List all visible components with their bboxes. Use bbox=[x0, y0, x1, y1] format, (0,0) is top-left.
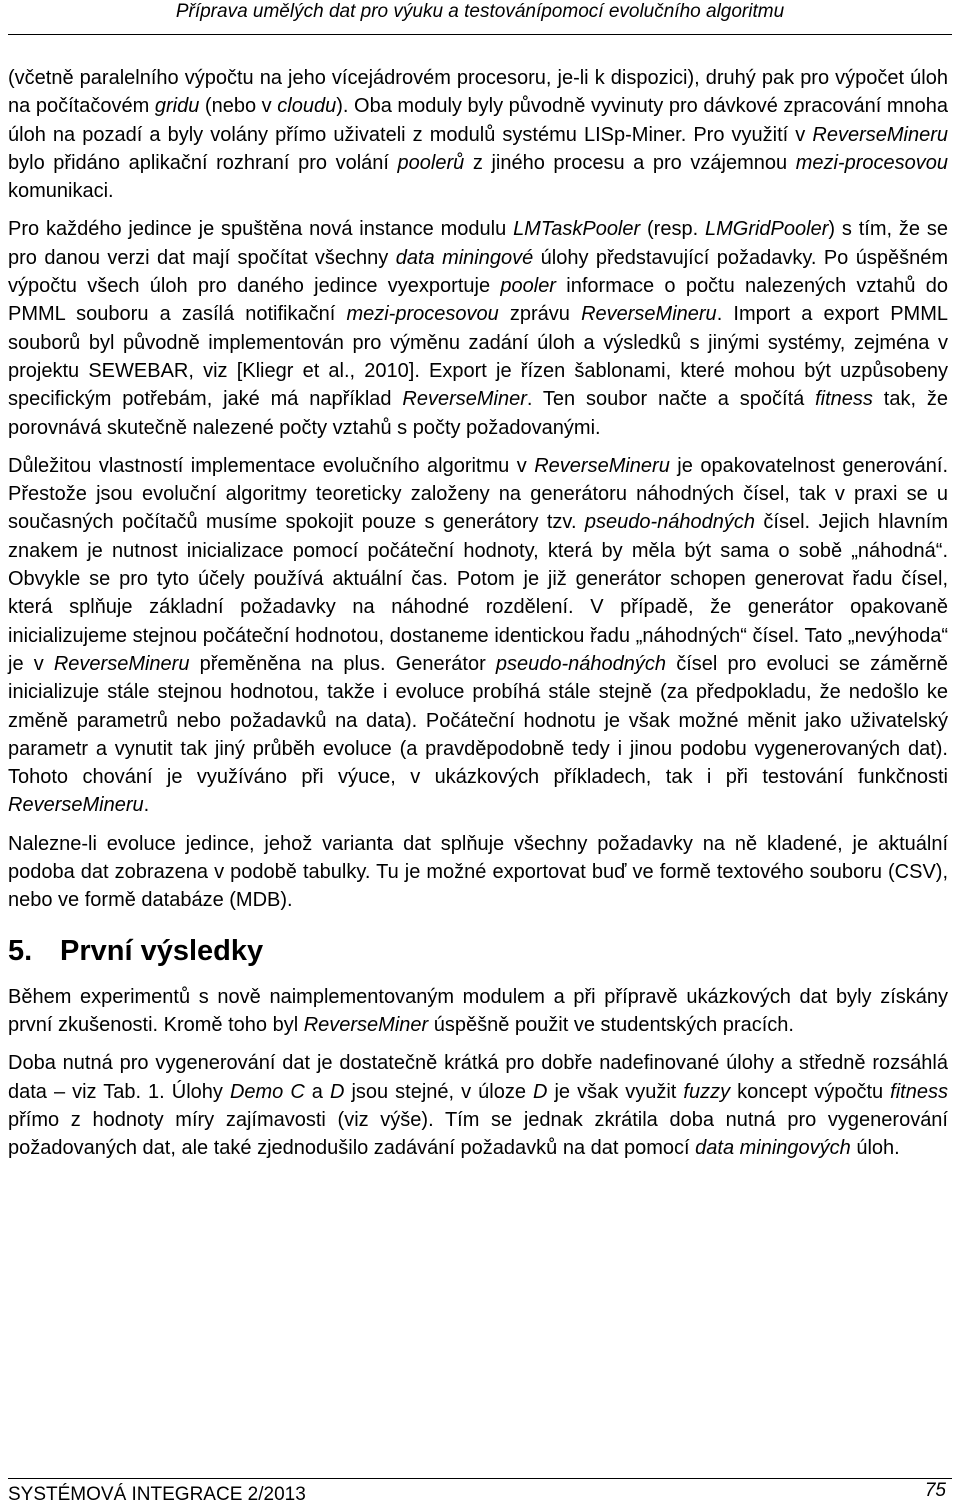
paragraph bbox=[8, 983, 948, 1040]
text-run: Nalezne-li evoluce jedince, jehož varianta dat splňuje všechny požadavky na ně kladené, je aktuální podoba dat zobrazena v podobě tabulky. Tu je možné exportovat buď ve formě textového souboru (CSV), nebo ve formě databáze (MDB). bbox=[8, 832, 948, 912]
text-run: úloh. bbox=[850, 1137, 900, 1160]
running-header-title: Příprava umělých dat pro výuku a testovánípomocí evolučního algoritmu bbox=[175, 1, 785, 22]
text-run: je opakovatelnost generování. Přestože jsou evoluční algoritmy teoreticky založeny na generátoru náhodných čísel, tak v praxi se u současných počítačů musíme spokojit pouze s generátory tzv. bbox=[8, 454, 948, 534]
italic-term: Demo C bbox=[229, 1080, 305, 1103]
text-run: . bbox=[143, 794, 150, 817]
italic-term: data miningových bbox=[695, 1137, 851, 1160]
italic-term: poolerů bbox=[397, 151, 465, 174]
page-number: 75 bbox=[924, 1480, 946, 1501]
text-run: Během experimentů s nově naimplementovaným modulem a při přípravě ukázkových dat byly získány první zkušenosti. Kromě toho byl bbox=[8, 985, 948, 1036]
body-part-1 bbox=[8, 64, 948, 915]
text-run: komunikaci. bbox=[8, 180, 114, 203]
section-title: První výsledky bbox=[60, 934, 264, 967]
text-run: (nebo v bbox=[199, 95, 278, 118]
text-run: Pro každého jedince je spuštěna nová instance modulu bbox=[8, 218, 514, 241]
text-run: úlohy představující požadavky. Po úspěšném výpočtu všech úloh pro daného jedince vyexportuje bbox=[8, 246, 948, 298]
header-rule bbox=[8, 34, 952, 35]
italic-term: fitness bbox=[815, 388, 873, 411]
italic-term: fuzzy bbox=[683, 1080, 731, 1103]
text-run: je však využit bbox=[547, 1080, 684, 1103]
article-body bbox=[8, 64, 948, 1172]
text-run: a bbox=[304, 1080, 330, 1103]
italic-term: mezi-procesovou bbox=[795, 151, 948, 174]
text-run: tak, že porovnává skutečně nalezené počty vztahů s počty požadovanými. bbox=[8, 388, 948, 439]
italic-term: ReverseMineru bbox=[534, 454, 670, 477]
italic-term: ReverseMiner bbox=[402, 388, 527, 411]
italic-term: LMTaskPooler bbox=[513, 218, 641, 241]
running-header bbox=[0, 0, 960, 34]
text-run: (resp. bbox=[640, 218, 705, 241]
italic-term: ReverseMineru bbox=[8, 794, 144, 817]
italic-term: D bbox=[533, 1080, 548, 1103]
text-run: čísel. Jejich hlavním znakem je nutnost inicializace pomocí počáteční hodnoty, která by měla být sama o sobě „náhodná“. Obvykle se pro tyto účely používá aktuální čas. Potom je již generátor schopen generovat řadu čísel, která splňuje základní požadavky na náhodné rozdělení. V případě, že generátor opakovaně inicializujeme stejnou počáteční hodnotou, dostaneme identickou řadu „náhodných“ čísel. Tato „nevýhoda“ je v bbox=[8, 511, 948, 675]
italic-term: ReverseMineru bbox=[812, 123, 948, 146]
text-run: (včetně paralelního výpočtu na jeho vícejádrovém procesoru, je-li k dispozici), druhý pak pro výpočet úloh na počítačovém bbox=[8, 67, 948, 118]
text-run: čísel pro evoluci se záměrně inicializuje stále stejnou hodnotou, takže i evoluce probíhá stále stejně (za předpokladu, že nedošlo ke změně parametrů nebo požadavků na data). Počáteční hodnotu je však možné měnit jako uživatelský parametr a vynutit tak jiný průběh evoluce (a pravděpodobně tedy i jinou podobu vygenerovaných dat). Tohoto chování je využíváno při výuce, v ukázkových příkladech, tak i při testování funkčnosti bbox=[8, 652, 948, 789]
paragraph bbox=[8, 215, 948, 441]
paragraph bbox=[8, 64, 948, 205]
paragraph bbox=[8, 830, 948, 915]
italic-term: cloudu bbox=[277, 95, 337, 118]
italic-term: pseudo-náhodných bbox=[584, 511, 756, 534]
italic-term: D bbox=[329, 1080, 345, 1103]
body-part-2 bbox=[8, 983, 948, 1163]
italic-term: fitness bbox=[890, 1080, 948, 1103]
text-run: koncept výpočtu bbox=[730, 1080, 891, 1103]
italic-term: gridu bbox=[154, 95, 200, 118]
text-run: úspěšně použit ve studentských pracích. bbox=[428, 1013, 794, 1036]
italic-term: mezi-procesovou bbox=[346, 303, 499, 326]
italic-term: pseudo-náhodných bbox=[495, 652, 667, 675]
text-run: . Ten soubor načte a spočítá bbox=[526, 388, 816, 411]
section-heading bbox=[8, 933, 948, 969]
italic-term: ReverseMineru bbox=[581, 303, 717, 326]
text-run: přeměněna na plus. Generátor bbox=[189, 652, 496, 675]
text-run: zprávu bbox=[498, 303, 582, 326]
footer-journal: SYSTÉMOVÁ INTEGRACE 2/2013 bbox=[8, 1484, 306, 1505]
paragraph bbox=[8, 1049, 948, 1162]
italic-term: LMGridPooler bbox=[704, 218, 829, 241]
text-run: jsou stejné, v úloze bbox=[344, 1080, 533, 1103]
text-run: Důležitou vlastností implementace evolučního algoritmu v bbox=[8, 454, 535, 477]
italic-term: pooler bbox=[500, 275, 556, 298]
text-run: přímo z hodnoty míry zajímavosti (viz výše). Tím se jednak zkrátila doba nutná pro vygenerování požadovaných dat, ale také zjednodušilo zadávání požadavků na dat pomocí bbox=[8, 1108, 948, 1160]
section-number: 5. bbox=[8, 934, 33, 967]
footer-rule bbox=[8, 1478, 952, 1479]
text-run: informace o počtu nalezených vztahů do PMML souboru a zasílá notifikační bbox=[8, 275, 948, 326]
text-run: bylo přidáno aplikační rozhraní pro volání bbox=[8, 151, 398, 174]
text-run: z jiného procesu a pro vzájemnou bbox=[464, 151, 796, 174]
paragraph bbox=[8, 452, 948, 820]
text-run: ). Oba moduly byly původně vyvinuty pro dávkové zpracování mnoha úloh na pozadí a byly volány přímo uživateli z modulů systému LISp-Miner. Pro využití v bbox=[8, 95, 949, 146]
italic-term: ReverseMiner bbox=[303, 1013, 429, 1036]
italic-term: data miningové bbox=[395, 246, 534, 269]
italic-term: ReverseMineru bbox=[53, 652, 190, 675]
text-run: ) s tím, že se pro danou verzi dat mají spočítat všechny bbox=[8, 218, 948, 269]
text-run: . Import a export PMML souborů byl původně implementován pro výměnu zadání úloh a výsledků s jinými systémy, zejména v projektu SEWEBAR, viz [Kliegr et al., 2010]. Export je řízen šablonami, které mohou být uzpůsobeny specifickým potřebám, jaké má například bbox=[8, 303, 948, 411]
text-run: Doba nutná pro vygenerování dat je dostatečně krátká pro dobře nadefinované úlohy a středně rozsáhlá data – viz Tab. 1. Úlohy bbox=[8, 1052, 948, 1103]
